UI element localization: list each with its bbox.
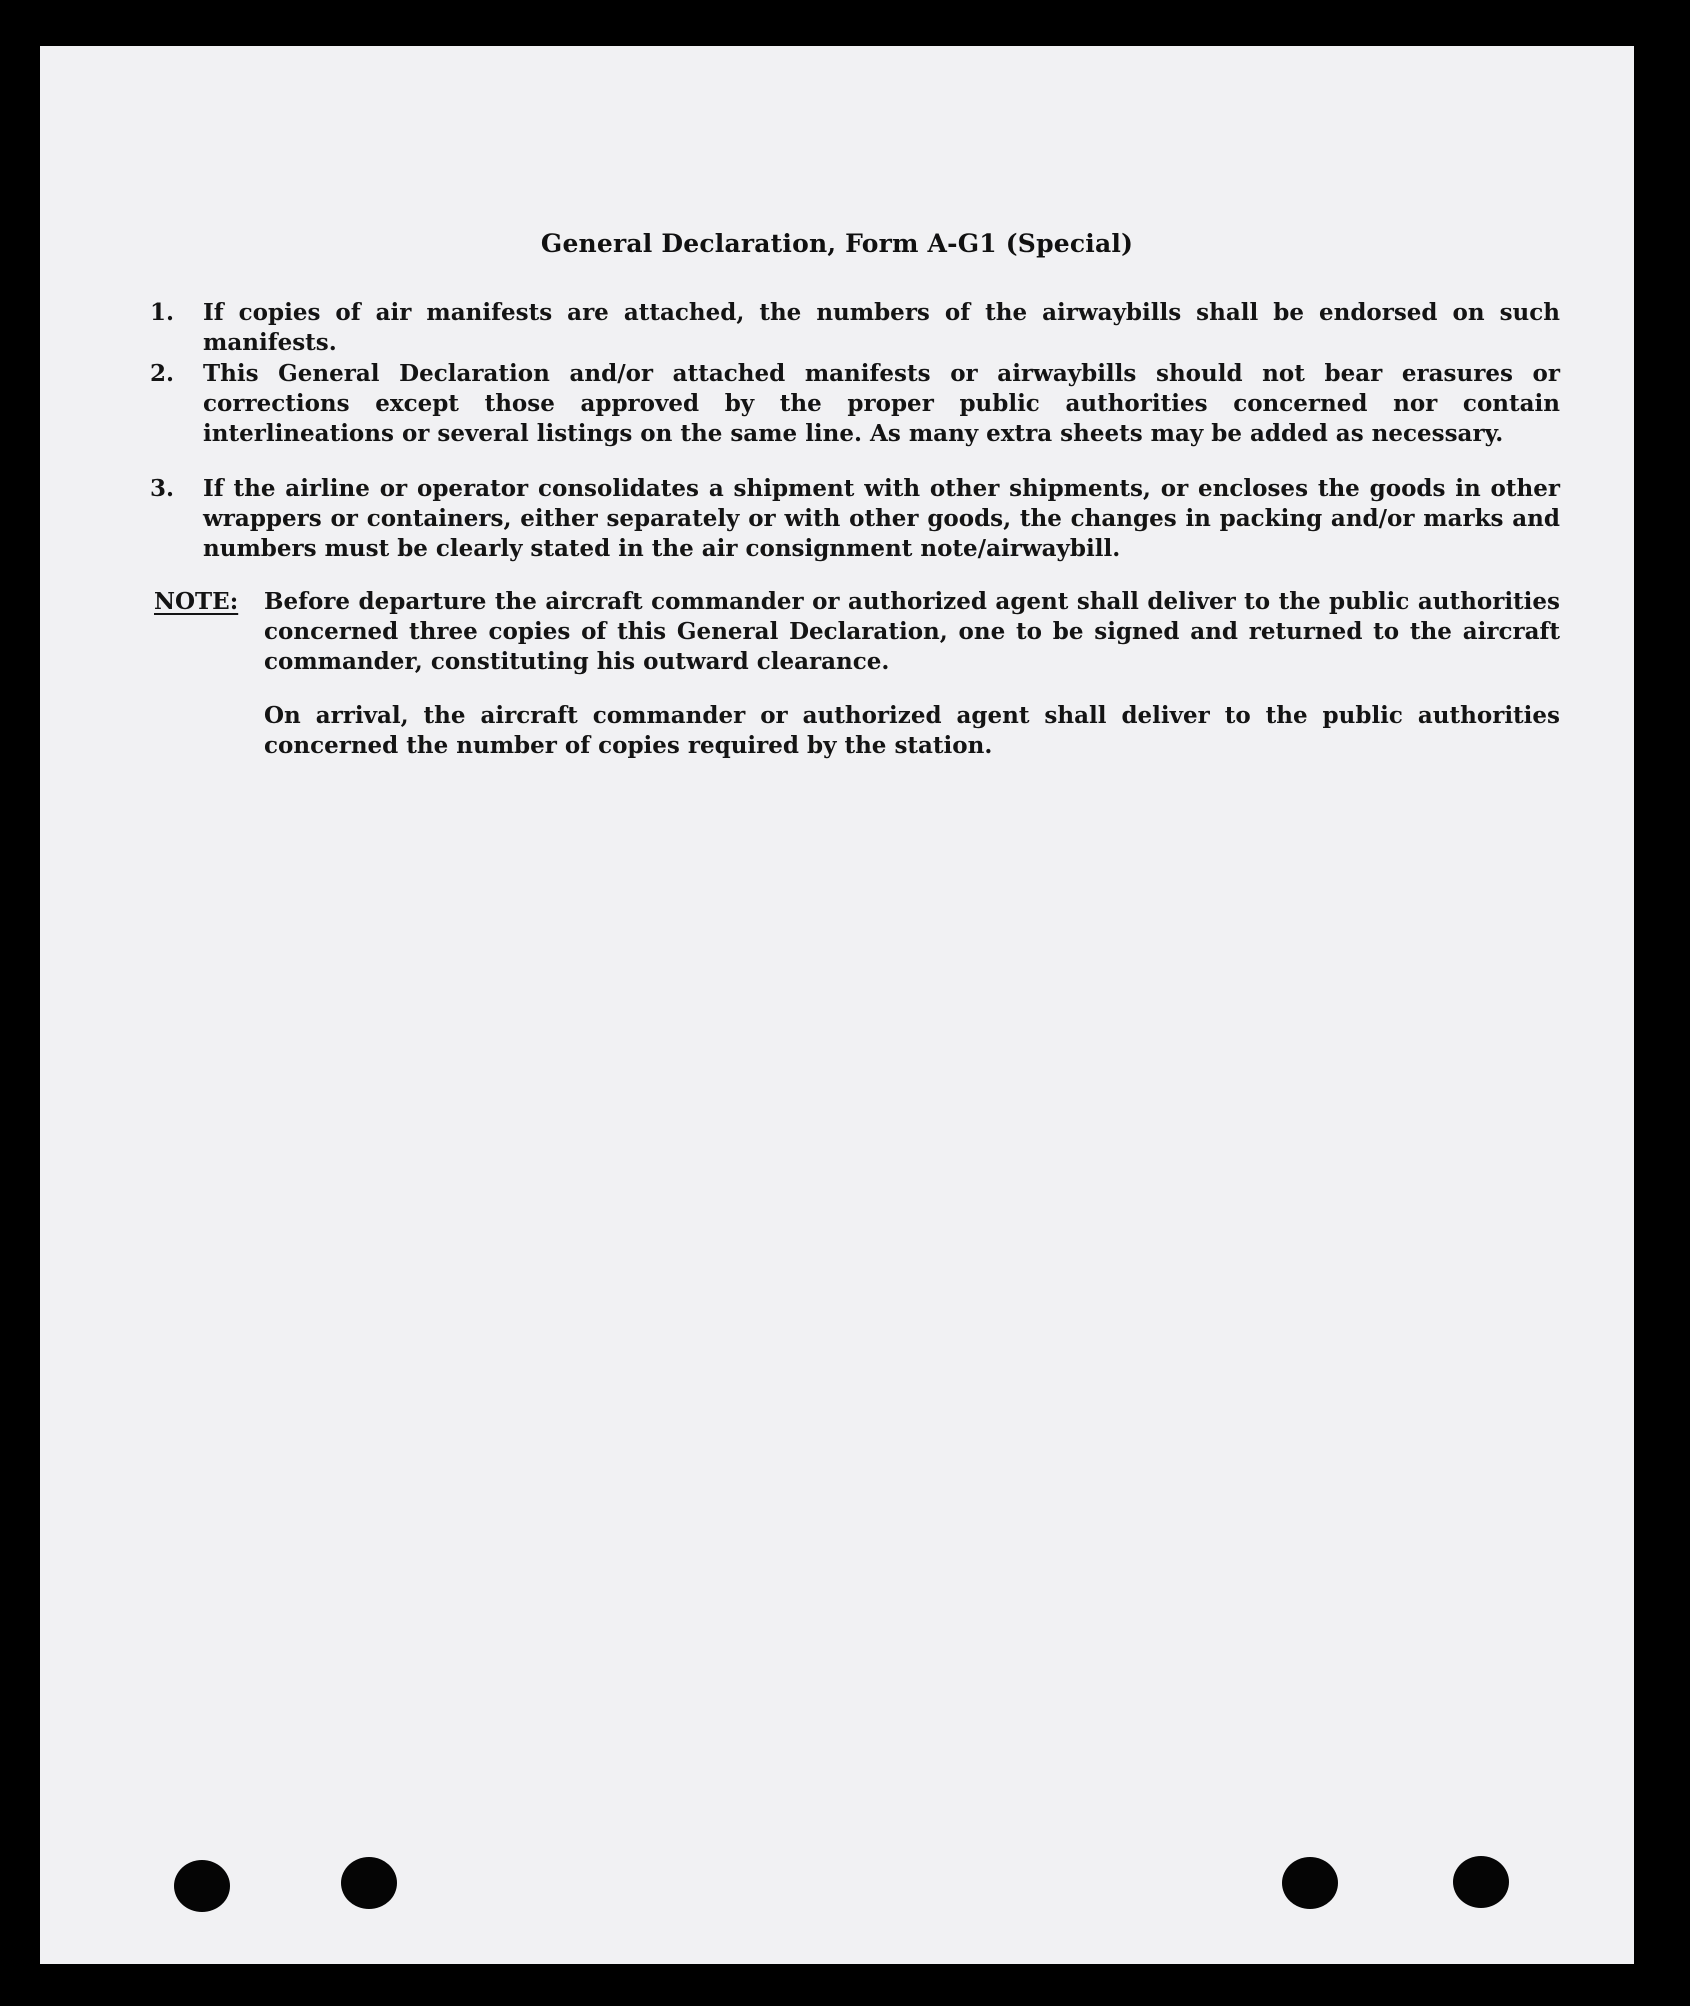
item-text: This General Declaration and/or attached manifests or airwaybills should not bear erasures or corrections except those approved by the proper public authorities concerned nor contain interlineations or several listings on the same line. As many extra sheets may be added as necessary. xyxy=(203,360,1560,447)
item-number: 2. xyxy=(150,360,175,387)
list-item xyxy=(150,474,1560,564)
punch-hole xyxy=(1282,1857,1338,1909)
document-page xyxy=(40,46,1634,1964)
note-label: NOTE: xyxy=(154,588,239,615)
document-title: General Declaration, Form A-G1 (Special) xyxy=(540,229,1134,258)
list-item xyxy=(150,298,1560,358)
punch-hole xyxy=(1453,1856,1509,1908)
punch-hole xyxy=(341,1857,397,1909)
item-text: If the airline or operator consolidates a shipment with other shipments, or encloses the goods in other wrappers or containers, either separately or with other goods, the changes in packing and/or marks and numbers must be clearly stated in the air consignment note/airwaybill. xyxy=(203,475,1560,562)
item-text: If copies of air manifests are attached, the numbers of the airwaybills shall be endorsed on such manifests. xyxy=(203,299,1560,356)
list-item xyxy=(150,359,1560,449)
item-number: 1. xyxy=(150,299,175,326)
note-block xyxy=(154,587,1560,677)
punch-hole xyxy=(174,1860,230,1912)
arrival-paragraph: On arrival, the aircraft commander or authorized agent shall deliver to the public authorities concerned the number of copies required by the station. xyxy=(264,702,1560,759)
item-number: 3. xyxy=(150,475,175,502)
note-text: Before departure the aircraft commander or authorized agent shall deliver to the public authorities concerned three copies of this General Declaration, one to be signed and returned to the aircraft commander, constituting his outward clearance. xyxy=(264,588,1560,675)
